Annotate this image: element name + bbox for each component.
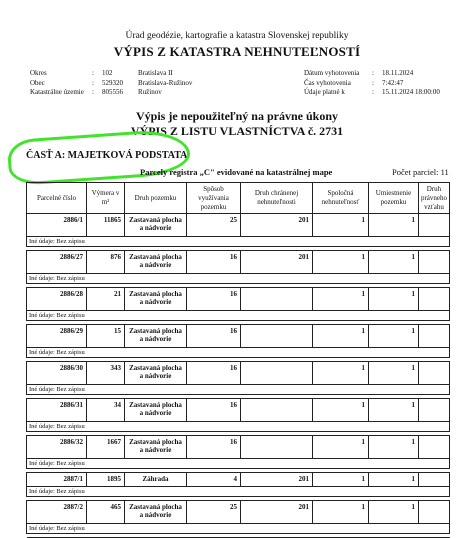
other-data-label: Iné údaje: Bez zápisu	[27, 487, 450, 497]
column-header: Spôsob využívania pozemku	[187, 183, 241, 214]
meta-row-datum	[304, 69, 474, 79]
other-data-label: Iné údaje: Bez zápisu	[27, 524, 450, 534]
other-data-row	[27, 385, 450, 395]
other-data-row	[27, 237, 450, 247]
cell-type: Zastavaná plocha a nádvorie	[125, 325, 187, 348]
cell-type: Zastavaná plocha a nádvorie	[125, 251, 187, 274]
meta-label: Čas vyhotovenia	[304, 78, 351, 87]
meta-colon: :	[92, 88, 94, 96]
cell-legal	[419, 362, 450, 385]
meta-colon: :	[372, 69, 374, 77]
cell-protected: 201	[241, 473, 313, 487]
column-header: Parcelné číslo	[27, 183, 87, 214]
cell-location: 1	[369, 436, 419, 459]
meta-colon: :	[372, 78, 374, 87]
column-header: Druh právneho vzťahu	[419, 183, 450, 214]
column-header: Druh chránenej nehnuteľnosti	[241, 183, 313, 214]
cell-location: 1	[369, 288, 419, 311]
notice-title: Výpis je nepoužiteľný na právne úkony	[136, 109, 338, 123]
cell-location: 1	[369, 251, 419, 274]
meta-label: Okres	[30, 69, 47, 77]
cell-protected	[241, 325, 313, 348]
meta-label: Údaje platné k	[304, 88, 345, 96]
other-data-row	[27, 459, 450, 469]
parcels-body	[27, 214, 450, 538]
cell-parcel: 2886/27	[27, 251, 87, 274]
meta-row-katastralne-uzemie	[30, 88, 280, 98]
table-row	[27, 214, 450, 237]
cell-legal	[419, 501, 450, 524]
meta-value: Bratislava II	[138, 69, 173, 77]
cell-area: 1667	[87, 436, 125, 459]
section-title: ČASŤ A: MAJETKOVÁ PODSTATA	[26, 150, 188, 161]
other-data-label: Iné údaje: Bez zápisu	[27, 459, 450, 469]
cell-area: 34	[87, 399, 125, 422]
cell-parcel: 2886/32	[27, 436, 87, 459]
cell-area: 1895	[87, 473, 125, 487]
cell-area: 465	[87, 501, 125, 524]
column-header: Umiestnenie pozemku	[369, 183, 419, 214]
cell-use: 25	[187, 501, 241, 524]
cell-type: Zastavaná plocha a nádvorie	[125, 362, 187, 385]
cell-parcel: 2887/2	[27, 501, 87, 524]
cell-protected	[241, 362, 313, 385]
other-data-label: Iné údaje: Bez zápisu	[27, 385, 450, 395]
table-header-row	[27, 183, 450, 214]
cell-parcel: 2886/31	[27, 399, 87, 422]
meta-label: Katastrálne územie	[30, 88, 84, 96]
other-data-label: Iné údaje: Bez zápisu	[27, 237, 450, 247]
cell-protected	[241, 288, 313, 311]
cell-protected: 201	[241, 251, 313, 274]
cell-legal	[419, 325, 450, 348]
meta-right-block	[304, 69, 474, 98]
cell-type: Zastavaná plocha a nádvorie	[125, 214, 187, 237]
table-row	[27, 473, 450, 487]
document-title: VÝPIS Z KATASTRA NEHNUTEĽNOSTÍ	[113, 44, 361, 59]
cell-use: 16	[187, 436, 241, 459]
cell-use: 16	[187, 325, 241, 348]
cell-location: 1	[369, 325, 419, 348]
meta-row-obec	[30, 79, 280, 89]
cell-area: 21	[87, 288, 125, 311]
other-data-label: Iné údaje: Bez zápisu	[27, 311, 450, 321]
cell-common: 1	[313, 436, 369, 459]
meta-value: Ružinov	[138, 88, 162, 96]
cell-parcel: 2886/29	[27, 325, 87, 348]
cell-area: 15	[87, 325, 125, 348]
meta-code: 805556	[102, 88, 123, 96]
cell-use: 25	[187, 214, 241, 237]
cell-area: 11865	[87, 214, 125, 237]
parcels-table	[26, 182, 450, 538]
cell-type: Záhrada	[125, 473, 187, 487]
register-title: Parcely registra „C" evidované na katastrálnej mape	[140, 167, 333, 177]
cell-type: Zastavaná plocha a nádvorie	[125, 288, 187, 311]
cell-protected	[241, 436, 313, 459]
meta-code: 529320	[102, 78, 123, 87]
cell-common: 1	[313, 325, 369, 348]
cell-location: 1	[369, 473, 419, 487]
meta-value: Bratislava-Ružinov	[138, 78, 193, 87]
cell-location: 1	[369, 501, 419, 524]
meta-label: Dátum vyhotovenia	[304, 69, 360, 77]
cell-legal	[419, 251, 450, 274]
cell-common: 1	[313, 362, 369, 385]
meta-colon: :	[372, 88, 374, 96]
cell-protected: 201	[241, 214, 313, 237]
table-row	[27, 501, 450, 524]
meta-row-udaje-platne	[304, 88, 474, 98]
table-row	[27, 436, 450, 459]
cell-common: 1	[313, 473, 369, 487]
cell-use: 16	[187, 288, 241, 311]
row-spacer	[27, 534, 450, 538]
cell-area: 343	[87, 362, 125, 385]
column-header: Spoločná nehnuteľnosť	[313, 183, 369, 214]
other-data-row	[27, 348, 450, 358]
other-data-row	[27, 422, 450, 432]
other-data-label: Iné údaje: Bez zápisu	[27, 422, 450, 432]
meta-left-block	[30, 69, 280, 98]
cell-legal	[419, 399, 450, 422]
table-row	[27, 362, 450, 385]
meta-value: 15.11.2024 18:00:00	[382, 88, 440, 96]
cell-location: 1	[369, 214, 419, 237]
meta-code: 102	[102, 69, 113, 77]
other-data-label: Iné údaje: Bez zápisu	[27, 348, 450, 358]
cell-parcel: 2886/28	[27, 288, 87, 311]
cell-use: 4	[187, 473, 241, 487]
cell-area: 876	[87, 251, 125, 274]
meta-colon: :	[92, 69, 94, 77]
cell-common: 1	[313, 251, 369, 274]
cell-location: 1	[369, 399, 419, 422]
meta-value: 7:42:47	[382, 78, 404, 87]
other-data-row	[27, 524, 450, 534]
cell-type: Zastavaná plocha a nádvorie	[125, 436, 187, 459]
spacer-cell	[27, 534, 450, 538]
cell-parcel: 2886/30	[27, 362, 87, 385]
cell-common: 1	[313, 288, 369, 311]
cell-parcel: 2887/1	[27, 473, 87, 487]
meta-row-okres	[30, 69, 280, 79]
cell-type: Zastavaná plocha a nádvorie	[125, 501, 187, 524]
cell-use: 16	[187, 399, 241, 422]
table-row	[27, 288, 450, 311]
cell-location: 1	[369, 362, 419, 385]
other-data-row	[27, 487, 450, 497]
cell-parcel: 2886/1	[27, 214, 87, 237]
cell-legal	[419, 436, 450, 459]
other-data-row	[27, 311, 450, 321]
meta-colon: :	[92, 78, 94, 87]
cell-use: 16	[187, 362, 241, 385]
column-header: Výmera v m²	[87, 183, 125, 214]
cell-protected: 201	[241, 501, 313, 524]
meta-label: Obec	[30, 78, 45, 87]
other-data-row	[27, 274, 450, 284]
column-header: Druh pozemku	[125, 183, 187, 214]
table-row	[27, 325, 450, 348]
meta-row-cas	[304, 79, 474, 89]
table-row	[27, 399, 450, 422]
office-name: Úrad geodézie, kartografie a katastra Slovenskej republiky	[125, 31, 349, 41]
cell-legal	[419, 214, 450, 237]
lv-title: VÝPIS Z LISTU VLASTNÍCTVA č. 2731	[130, 124, 344, 138]
parcel-count: Počet parciel: 11	[392, 167, 449, 177]
other-data-label: Iné údaje: Bez zápisu	[27, 274, 450, 284]
cell-common: 1	[313, 501, 369, 524]
cell-protected	[241, 399, 313, 422]
cell-use: 16	[187, 251, 241, 274]
cell-type: Zastavaná plocha a nádvorie	[125, 399, 187, 422]
meta-value: 18.11.2024	[382, 69, 414, 77]
cell-common: 1	[313, 214, 369, 237]
table-row	[27, 251, 450, 274]
cell-common: 1	[313, 399, 369, 422]
cell-legal	[419, 473, 450, 487]
cell-legal	[419, 288, 450, 311]
